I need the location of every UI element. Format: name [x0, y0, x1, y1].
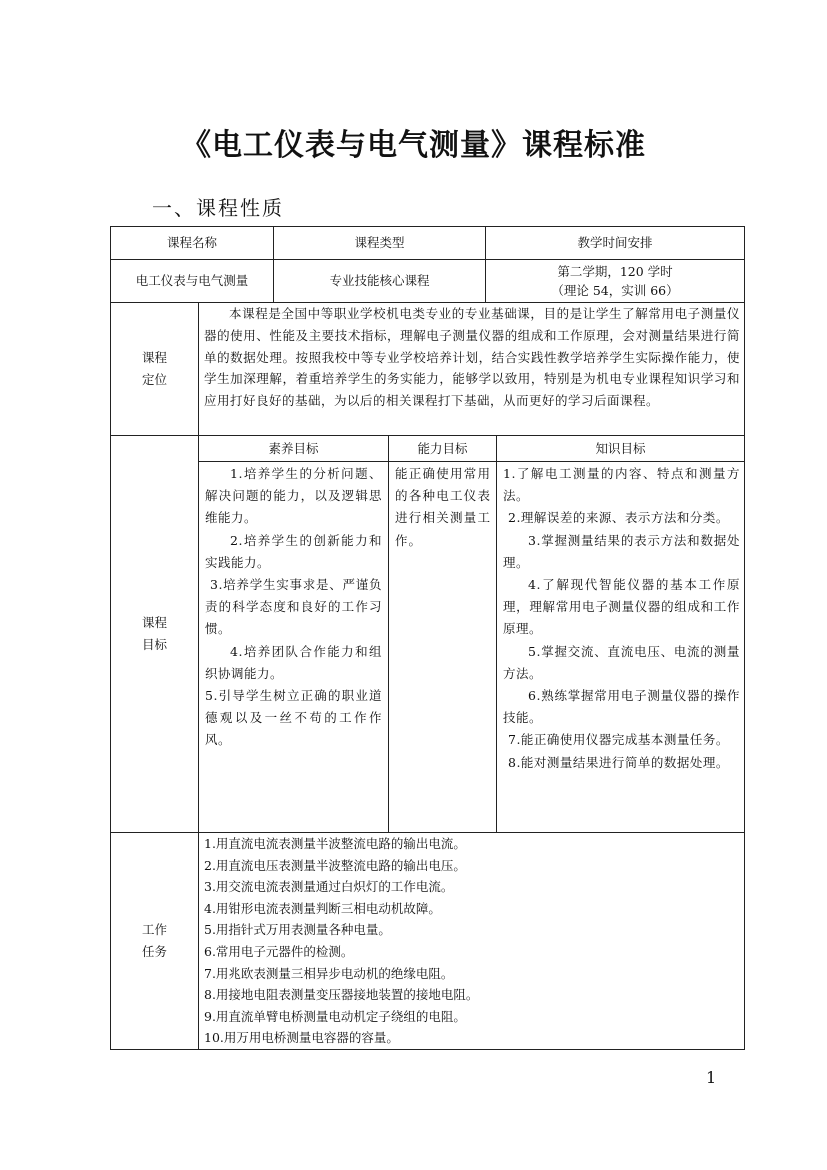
label-line: 课程	[141, 615, 167, 630]
schedule-value	[486, 260, 744, 302]
section-heading: 一、课程性质	[152, 196, 284, 220]
list-item: 10.用万用电桥测量电容器的容量。	[204, 1030, 399, 1046]
list-item: 4.用钳形电流表测量判断三相电动机故障。	[204, 900, 441, 916]
ability-text: 能正确使用常用的各种电工仪表进行相关测量工作。	[395, 466, 491, 548]
list-item: 3.培养学生实事求是、严谨负责的科学态度和良好的工作习惯。	[205, 577, 382, 637]
literacy-list	[205, 463, 382, 752]
schedule-line: （理论 54，实训 66）	[551, 283, 679, 298]
list-item: 3.掌握测量结果的表示方法和数据处理。	[503, 532, 740, 570]
label-line: 目标	[141, 637, 167, 652]
objectives-label	[111, 436, 198, 832]
tasks-list	[204, 833, 740, 1049]
header-literacy: 素养目标	[268, 440, 319, 456]
schedule-line: 第二学期，120 学时	[557, 264, 673, 279]
list-item: 1.了解电工测量的内容、特点和测量方法。	[503, 466, 740, 504]
page-number: 1	[706, 1068, 717, 1087]
header-knowledge: 知识目标	[595, 440, 646, 456]
list-item: 5.掌握交流、直流电压、电流的测量方法。	[503, 643, 740, 681]
knowledge-list	[503, 463, 740, 774]
header-ability: 能力目标	[417, 440, 468, 456]
table-rule	[496, 435, 497, 832]
label-line: 课程	[141, 350, 167, 365]
list-item: 4.培养团队合作能力和组织协调能力。	[205, 643, 382, 681]
label-line: 工作	[141, 922, 167, 937]
list-item: 8.能对测量结果进行简单的数据处理。	[508, 754, 729, 770]
list-item: 4.了解现代智能仪器的基本工作原理，理解常用电子测量仪器的组成和工作原理。	[503, 577, 740, 637]
list-item: 8.用接地电阻表测量变压器接地装置的接地电阻。	[204, 987, 479, 1003]
header-course-name: 课程名称	[166, 235, 217, 250]
tasks-label	[111, 833, 198, 1049]
positioning-text: 本课程是全国中等职业学校机电类专业的专业基础课，目的是让学生了解常用电子测量仪器的使用、性能及主要技术指标，理解电子测量仪器的组成和工作原理，会对测量结果进行简单的数据处理。按照我校中等专业学校培养计划，结合实践性教学培养学生实际操作能力，使学生加深理解，着重培养学生的务实能力，能够学以致用，特别是为机电专业课程知识学习和应用打好良好的基础，为以后的相关课程打下基础，从而更好的学习后面课程。	[204, 306, 740, 409]
document-title: 《电工仪表与电气测量》课程标准	[181, 128, 646, 163]
list-item: 7.用兆欧表测量三相异步电动机的绝缘电阻。	[204, 965, 454, 981]
list-item: 1.培养学生的分析问题、解决问题的能力，以及逻辑思维能力。	[205, 466, 382, 526]
list-item: 7.能正确使用仪器完成基本测量任务。	[508, 732, 729, 748]
list-item: 1.用直流电流表测量半波整流电路的输出电流。	[204, 836, 466, 851]
course-name-value: 电工仪表与电气测量	[135, 273, 249, 288]
table-rule	[198, 461, 745, 462]
label-line: 定位	[141, 372, 167, 387]
course-type-value: 专业技能核心课程	[329, 273, 430, 288]
positioning-label	[111, 303, 198, 435]
table-rule	[198, 302, 199, 1050]
header-course-type: 课程类型	[354, 235, 405, 250]
label-line: 任务	[141, 944, 167, 959]
list-item: 5.用指针式万用表测量各种电量。	[204, 922, 391, 938]
list-item: 6.熟练掌握常用电子测量仪器的操作技能。	[503, 688, 740, 726]
header-schedule: 教学时间安排	[577, 235, 653, 250]
list-item: 2.培养学生的创新能力和实践能力。	[205, 532, 382, 570]
list-item: 9.用直流单臂电桥测量电动机定子绕组的电阻。	[204, 1008, 466, 1024]
list-item: 6.常用电子元器件的检测。	[204, 943, 354, 959]
list-item: 3.用交流电流表测量通过白炽灯的工作电流。	[204, 879, 454, 895]
list-item: 2.用直流电压表测量半波整流电路的输出电压。	[204, 857, 466, 873]
list-item: 2.理解误差的来源、表示方法和分类。	[508, 510, 729, 526]
table-rule	[388, 435, 389, 832]
list-item: 5.引导学生树立正确的职业道德观以及一丝不苟的工作作风。	[205, 688, 382, 748]
